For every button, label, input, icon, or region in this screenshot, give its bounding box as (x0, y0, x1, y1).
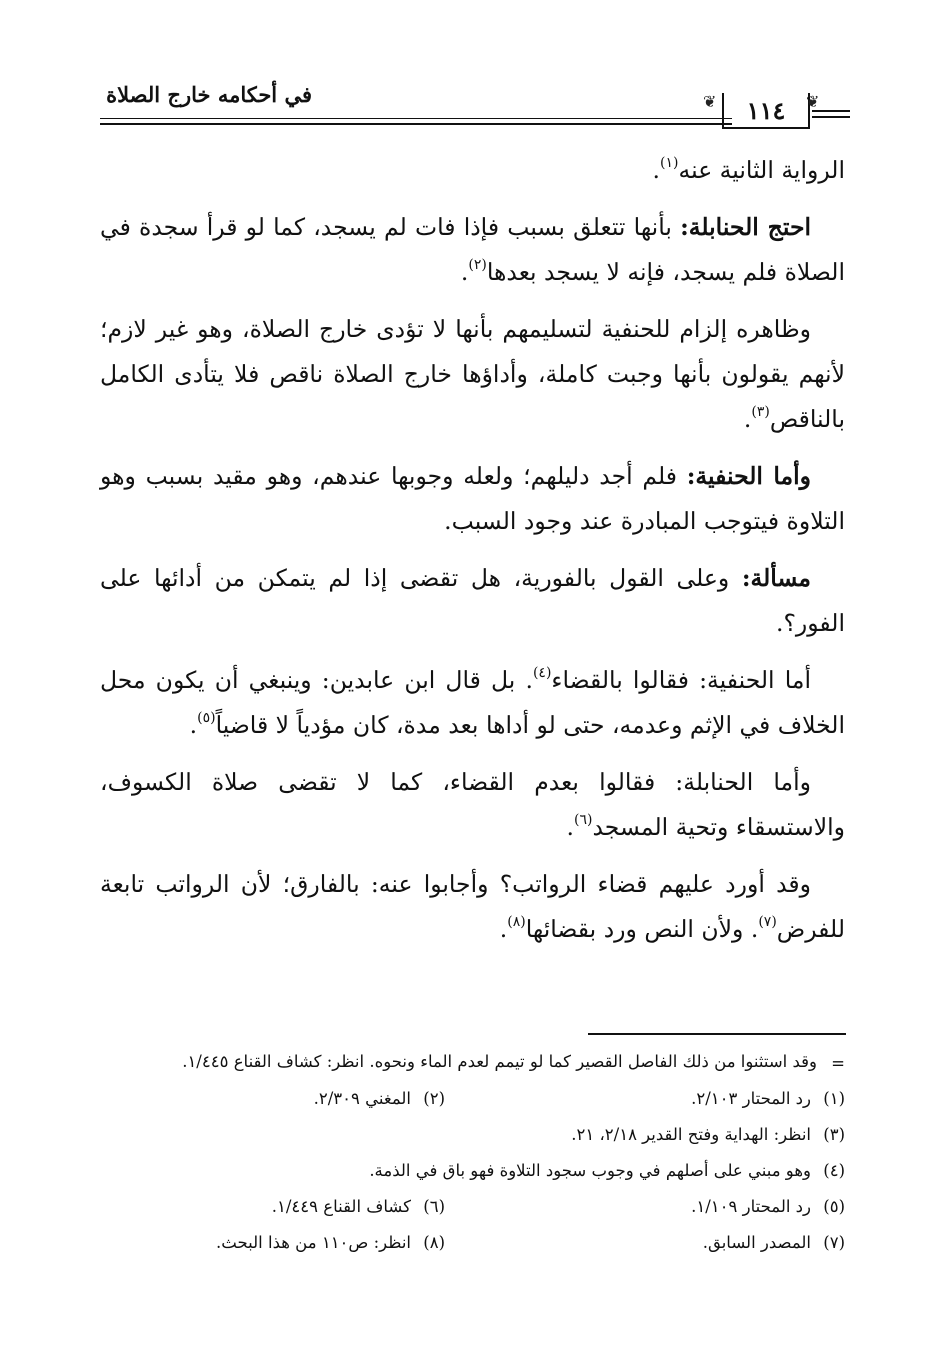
paragraph (100, 760, 845, 850)
paragraph (100, 307, 845, 442)
footnote-row (100, 1117, 845, 1153)
footnote-number: (٨) (423, 1233, 445, 1252)
punctuation: . (743, 405, 752, 433)
paragraph (100, 454, 845, 544)
footnote-text: كشاف القناع ١/٤٤٩. (271, 1197, 411, 1216)
footnote (314, 1082, 445, 1116)
footnote-ref[interactable]: (١) (660, 155, 679, 172)
ornament-icon: ❦ (703, 92, 717, 111)
footnote (571, 1118, 845, 1152)
footnote-number: (٦) (423, 1197, 445, 1216)
footnote (445, 1190, 845, 1224)
footnote-text: انظر: ص١١٠ من هذا البحث. (216, 1233, 411, 1252)
footnote-text: المصدر السابق. (702, 1233, 811, 1252)
footnote-ref[interactable]: (٣) (751, 404, 770, 421)
footnote-ref[interactable]: (٤) (532, 665, 552, 682)
header-rule (812, 116, 850, 118)
header-rule (100, 123, 732, 125)
paragraph-text: . بل قال ابن عابدين: وينبغي أن يكون محل الخلاف في الإثم وعدمه، حتى لو أداها بعد مدة، كان مؤدياً لا قاضياً (100, 666, 845, 739)
header-rule (100, 118, 732, 119)
paragraph-text: وظاهره إلزام للحنفية لتسليمهم بأنها لا تؤدى خارج الصلاة، وهو غير لازم؛ لأنهم يقولون بأنها وجبت كاملة، وأداؤها خارج الصلاة ناقص فلا يتأدى الكامل بالناقص (100, 315, 845, 433)
paragraph-text: فلم أجد دليلهم؛ ولعله وجوبها عندهم، وهو مقيد بسبب وهو التلاوة فيتوجب المبادرة عند وجود السبب. (100, 462, 845, 535)
footnote-text: رد المحتار ١/١٠٩. (691, 1197, 811, 1216)
running-header-title: في أحكامه خارج الصلاة (106, 82, 312, 107)
footnote (216, 1226, 445, 1260)
footnote-number: (٤) (823, 1161, 845, 1180)
footnote (445, 1082, 845, 1116)
footnote (369, 1154, 845, 1188)
footnote-row (100, 1189, 845, 1225)
footnote-number: (٢) (423, 1089, 445, 1108)
footnote (272, 1190, 445, 1224)
paragraph-text: وأما الحنابلة: فقالوا بعدم القضاء، كما لا تقضى صلاة الكسوف، والاستسقاء وتحية المسجد (100, 768, 845, 841)
punctuation: . (652, 156, 661, 184)
paragraph-text: الرواية الثانية عنه (678, 156, 845, 184)
footnote-text: وهو مبني على أصلهم في وجوب سجود التلاوة فهو باق في الذمة. (369, 1161, 811, 1180)
footnote-text: وقد استثنوا من ذلك الفاصل القصير كما لو تيمم لعدم الماء ونحوه. انظر: كشاف القناع ١/٤٤٥. (182, 1052, 817, 1071)
bold-term: احتج الحنابلة: (680, 213, 811, 241)
paragraph (100, 148, 845, 193)
paragraph-text: بأنها تتعلق بسبب فإذا فات لم يسجد، كما لو قرأ سجدة في الصلاة فلم يسجد، فإنه لا يسجد بعدها (100, 213, 845, 286)
page-number: ١١٤ (746, 95, 786, 125)
footnote-number: (٥) (823, 1197, 845, 1216)
footnote-row (100, 1225, 845, 1261)
paragraph-text: وقد أورد عليهم قضاء الرواتب؟ وأجابوا عنه: بالفارق؛ لأن الرواتب تابعة للفرض (100, 870, 845, 943)
footnote-number: (٧) (823, 1233, 845, 1252)
footnote-number: (٣) (823, 1125, 845, 1144)
punctuation: . (189, 711, 198, 739)
main-text (100, 148, 845, 964)
punctuation: . (460, 258, 469, 286)
footnote-row (100, 1153, 845, 1189)
footnote-ref[interactable]: (٧) (758, 914, 777, 931)
paragraph-text: أما الحنفية: فقالوا بالقضاء (551, 666, 811, 694)
footnote-separator (588, 1033, 846, 1035)
paragraph-text: وعلى القول بالفورية، هل تقضى إذا لم يتمكن من أدائها على الفور؟. (100, 564, 845, 637)
bold-term: مسألة: (741, 564, 811, 592)
footnote-row (100, 1081, 845, 1117)
footnote-text: المغني ٢/٣٠٩. (313, 1089, 411, 1108)
footnote-ref[interactable]: (٥) (197, 710, 216, 727)
footnote-ref[interactable]: (٢) (468, 257, 487, 274)
paragraph (100, 205, 845, 295)
page-number-frame (722, 93, 810, 129)
paragraph (100, 556, 845, 646)
bold-term: وأما الحنفية: (686, 462, 811, 490)
footnote-number: (١) (823, 1089, 845, 1108)
punctuation: . (566, 813, 574, 841)
paragraph-text: . ولأن النص ورد بقضائها (525, 915, 759, 943)
footnote-continued (100, 1047, 845, 1081)
punctuation: . (499, 915, 508, 943)
footnote-text: رد المحتار ٢/١٠٣. (691, 1089, 811, 1108)
footnote-ref[interactable]: (٦) (573, 812, 593, 829)
ornament-icon: ❦ (806, 92, 820, 111)
continuation-marker: = (831, 1054, 845, 1073)
footnote-ref[interactable]: (٨) (507, 914, 526, 931)
paragraph (100, 658, 845, 748)
footnote-text: انظر: الهداية وفتح القدير ٢/١٨، ٢١. (571, 1125, 811, 1144)
footnotes (100, 1047, 845, 1261)
footnote (445, 1226, 845, 1260)
paragraph (100, 862, 845, 952)
